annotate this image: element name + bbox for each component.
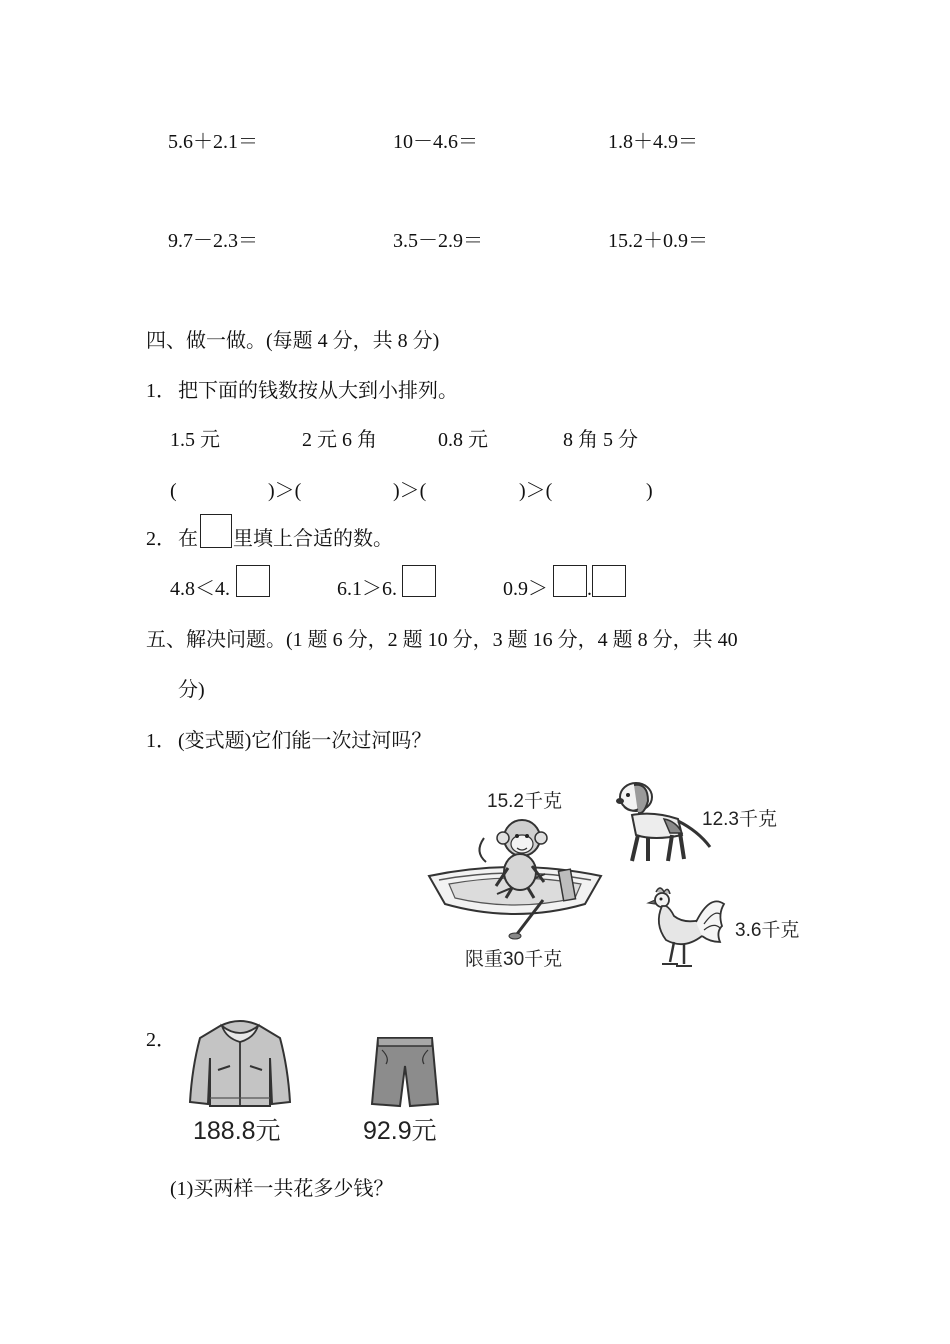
calc-1: 5.6＋2.1＝ bbox=[168, 131, 258, 153]
rooster-icon bbox=[644, 884, 730, 970]
money-amount-3: 0.8 元 bbox=[438, 429, 488, 451]
section5-heading-cont: 分) bbox=[178, 679, 205, 701]
dog-icon bbox=[614, 775, 714, 865]
boat-limit-label: 限重30千克 bbox=[465, 949, 563, 970]
s4-q1-number: 1． bbox=[146, 380, 176, 402]
shorts-icon bbox=[370, 1036, 440, 1110]
compare-3-dot: . bbox=[587, 578, 592, 600]
paren-sep-2: )＞( bbox=[393, 480, 427, 502]
dog-weight-label: 12.3千克 bbox=[702, 809, 777, 830]
shorts-price: 92.9元 bbox=[363, 1117, 437, 1145]
s5-q1-prompt: (变式题)它们能一次过河吗？ bbox=[178, 730, 432, 752]
paren-sep-3: )＞( bbox=[519, 480, 553, 502]
monkey-weight-label: 15.2千克 bbox=[487, 791, 562, 812]
calc-5: 3.5－2.9＝ bbox=[393, 230, 483, 252]
s5-q2-number: 2． bbox=[146, 1029, 176, 1051]
section4-heading: 四、做一做。(每题 4 分，共 8 分) bbox=[146, 330, 440, 352]
answer-box-1[interactable] bbox=[236, 565, 270, 597]
calc-2: 10－4.6＝ bbox=[393, 131, 478, 153]
jacket-price: 188.8元 bbox=[193, 1117, 281, 1145]
paren-sep-1: )＞( bbox=[268, 480, 302, 502]
s4-q1-prompt: 把下面的钱数按从大到小排列。 bbox=[178, 380, 458, 402]
paren-close: ) bbox=[646, 480, 653, 502]
money-amount-2: 2 元 6 角 bbox=[302, 429, 377, 451]
money-amount-4: 8 角 5 分 bbox=[563, 429, 638, 451]
s4-q2-prompt-before: 在 bbox=[178, 528, 198, 550]
paren-open: ( bbox=[170, 480, 177, 502]
money-amount-1: 1.5 元 bbox=[170, 429, 220, 451]
compare-2: 6.1＞6. bbox=[337, 578, 397, 600]
answer-box-2[interactable] bbox=[402, 565, 436, 597]
answer-box-3a[interactable] bbox=[553, 565, 587, 597]
s4-q2-prompt-after: 里填上合适的数。 bbox=[233, 528, 393, 550]
compare-3: 0.9＞ bbox=[503, 578, 548, 600]
s5-q2-sub1: (1)买两样一共花多少钱？ bbox=[170, 1178, 394, 1200]
s5-q1-number: 1． bbox=[146, 730, 176, 752]
sample-answer-box bbox=[200, 514, 232, 548]
calc-3: 1.8＋4.9＝ bbox=[608, 131, 698, 153]
answer-box-3b[interactable] bbox=[592, 565, 626, 597]
s4-q2-number: 2． bbox=[146, 528, 176, 550]
calc-6: 15.2＋0.9＝ bbox=[608, 230, 708, 252]
monkey-icon bbox=[472, 808, 562, 900]
calc-4: 9.7－2.3＝ bbox=[168, 230, 258, 252]
section5-heading: 五、解决问题。(1 题 6 分，2 题 10 分，3 题 16 分，4 题 8 分，共 40 bbox=[146, 629, 738, 651]
rooster-weight-label: 3.6千克 bbox=[735, 920, 800, 941]
compare-1: 4.8＜4. bbox=[170, 578, 230, 600]
jacket-icon bbox=[188, 1018, 292, 1108]
